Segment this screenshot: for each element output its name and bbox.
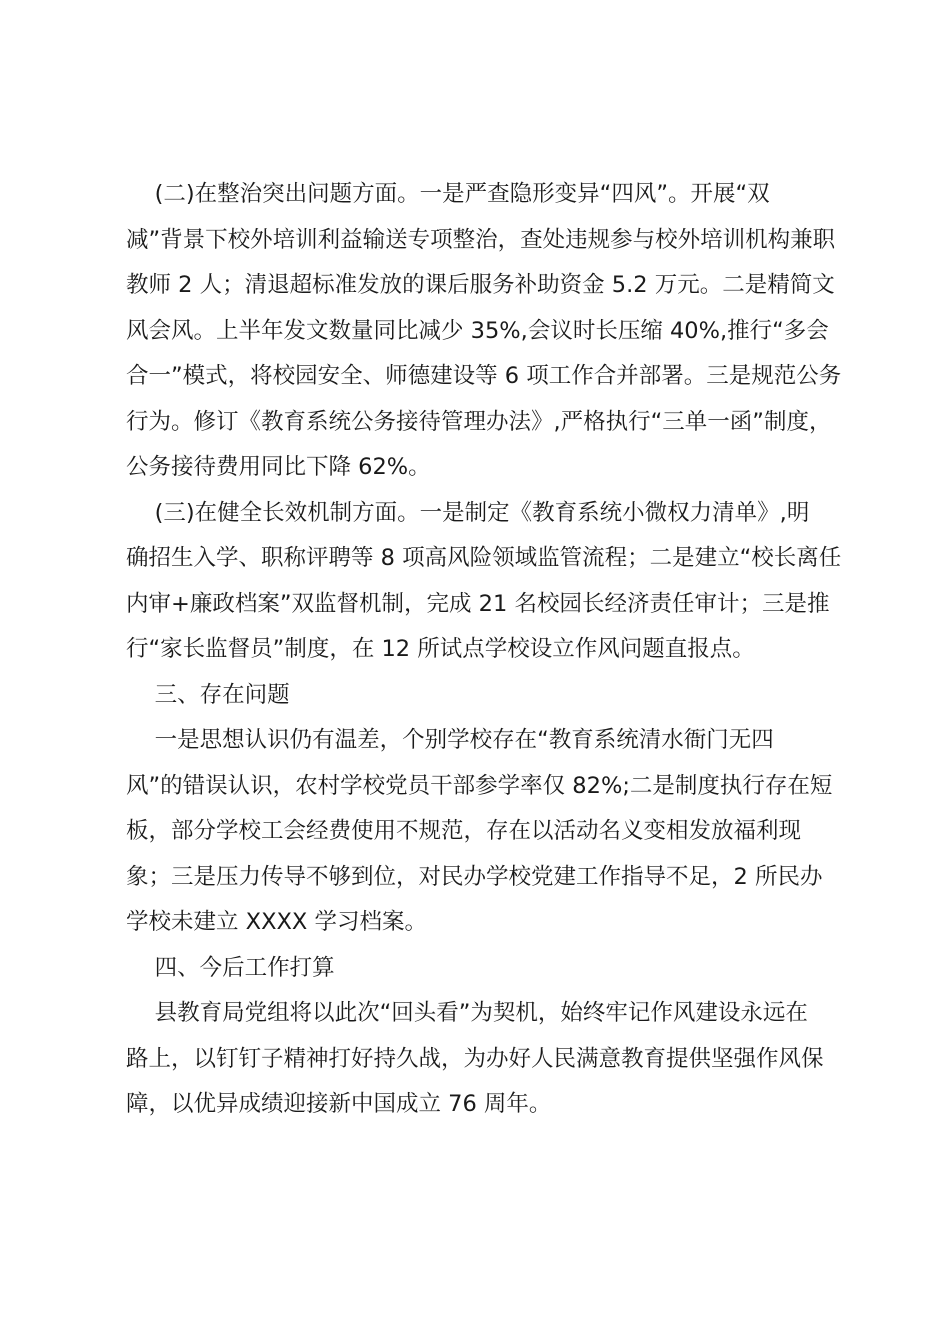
text-line: 行“家长监督员”制度，在 12 所试点学校设立作风问题直报点。	[126, 636, 755, 662]
text-line: 板，部分学校工会经费使用不规范，存在以活动名义变相发放福利现	[126, 818, 802, 844]
text-line: 学校未建立 XXXX 学习档案。	[126, 909, 427, 935]
paragraph-section-3	[126, 491, 842, 673]
paragraph-problems	[126, 718, 836, 946]
paragraph-section-2	[126, 172, 842, 491]
text-line: 确招生入学、职称评聘等 8 项高风险领域监管流程；二是建立“校长离任	[126, 545, 842, 571]
heading-problems: 三、存在问题	[126, 681, 290, 708]
heading-plan: 四、今后工作打算	[126, 954, 335, 981]
text-line: 障，以优异成绩迎接新中国成立 76 周年。	[126, 1091, 552, 1117]
text-line: 减”背景下校外培训利益输送专项整治，查处违规参与校外培训机构兼职	[126, 226, 836, 253]
text-line: 内审+廉政档案”双监督机制，完成 21 名校园长经济责任审计；三是推	[126, 590, 830, 617]
text-line: 合一”模式，将校园安全、师德建设等 6 项工作合并部署。三是规范公务	[126, 363, 842, 389]
text-line: 行为。修订《教育系统公务接待管理办法》,严格执行“三单一函”制度，	[126, 408, 832, 435]
document-body	[126, 172, 842, 1128]
text-line: 路上，以钉钉子精神打好持久战，为办好人民满意教育提供坚强作风保	[126, 1045, 824, 1072]
text-line: 风”的错误认识，农村学校党员干部参学率仅 82%;二是制度执行存在短	[126, 772, 833, 799]
text-line: 一是思想认识仍有温差，个别学校存在“教育系统清水衙门无四	[126, 727, 774, 753]
paragraph-plan	[126, 991, 836, 1128]
text-line: 县教育局党组将以此次“回头看”为契机，始终牢记作风建设永远在	[126, 1000, 808, 1026]
text-line: 风会风。上半年发文数量同比减少 35%,会议时长压缩 40%,推行“多会	[126, 317, 829, 344]
text-line: (二)在整治突出问题方面。一是严查隐形变异“四风”。开展“双	[126, 181, 770, 207]
text-line: (三)在健全长效机制方面。一是制定《教育系统小微权力清单》,明	[126, 499, 810, 526]
text-line: 公务接待费用同比下降 62%。	[126, 454, 431, 480]
text-line: 教师 2 人；清退超标准发放的课后服务补助资金 5.2 万元。二是精简文	[126, 272, 835, 298]
text-line: 象；三是压力传导不够到位，对民办学校党建工作指导不足，2 所民办	[126, 863, 823, 890]
